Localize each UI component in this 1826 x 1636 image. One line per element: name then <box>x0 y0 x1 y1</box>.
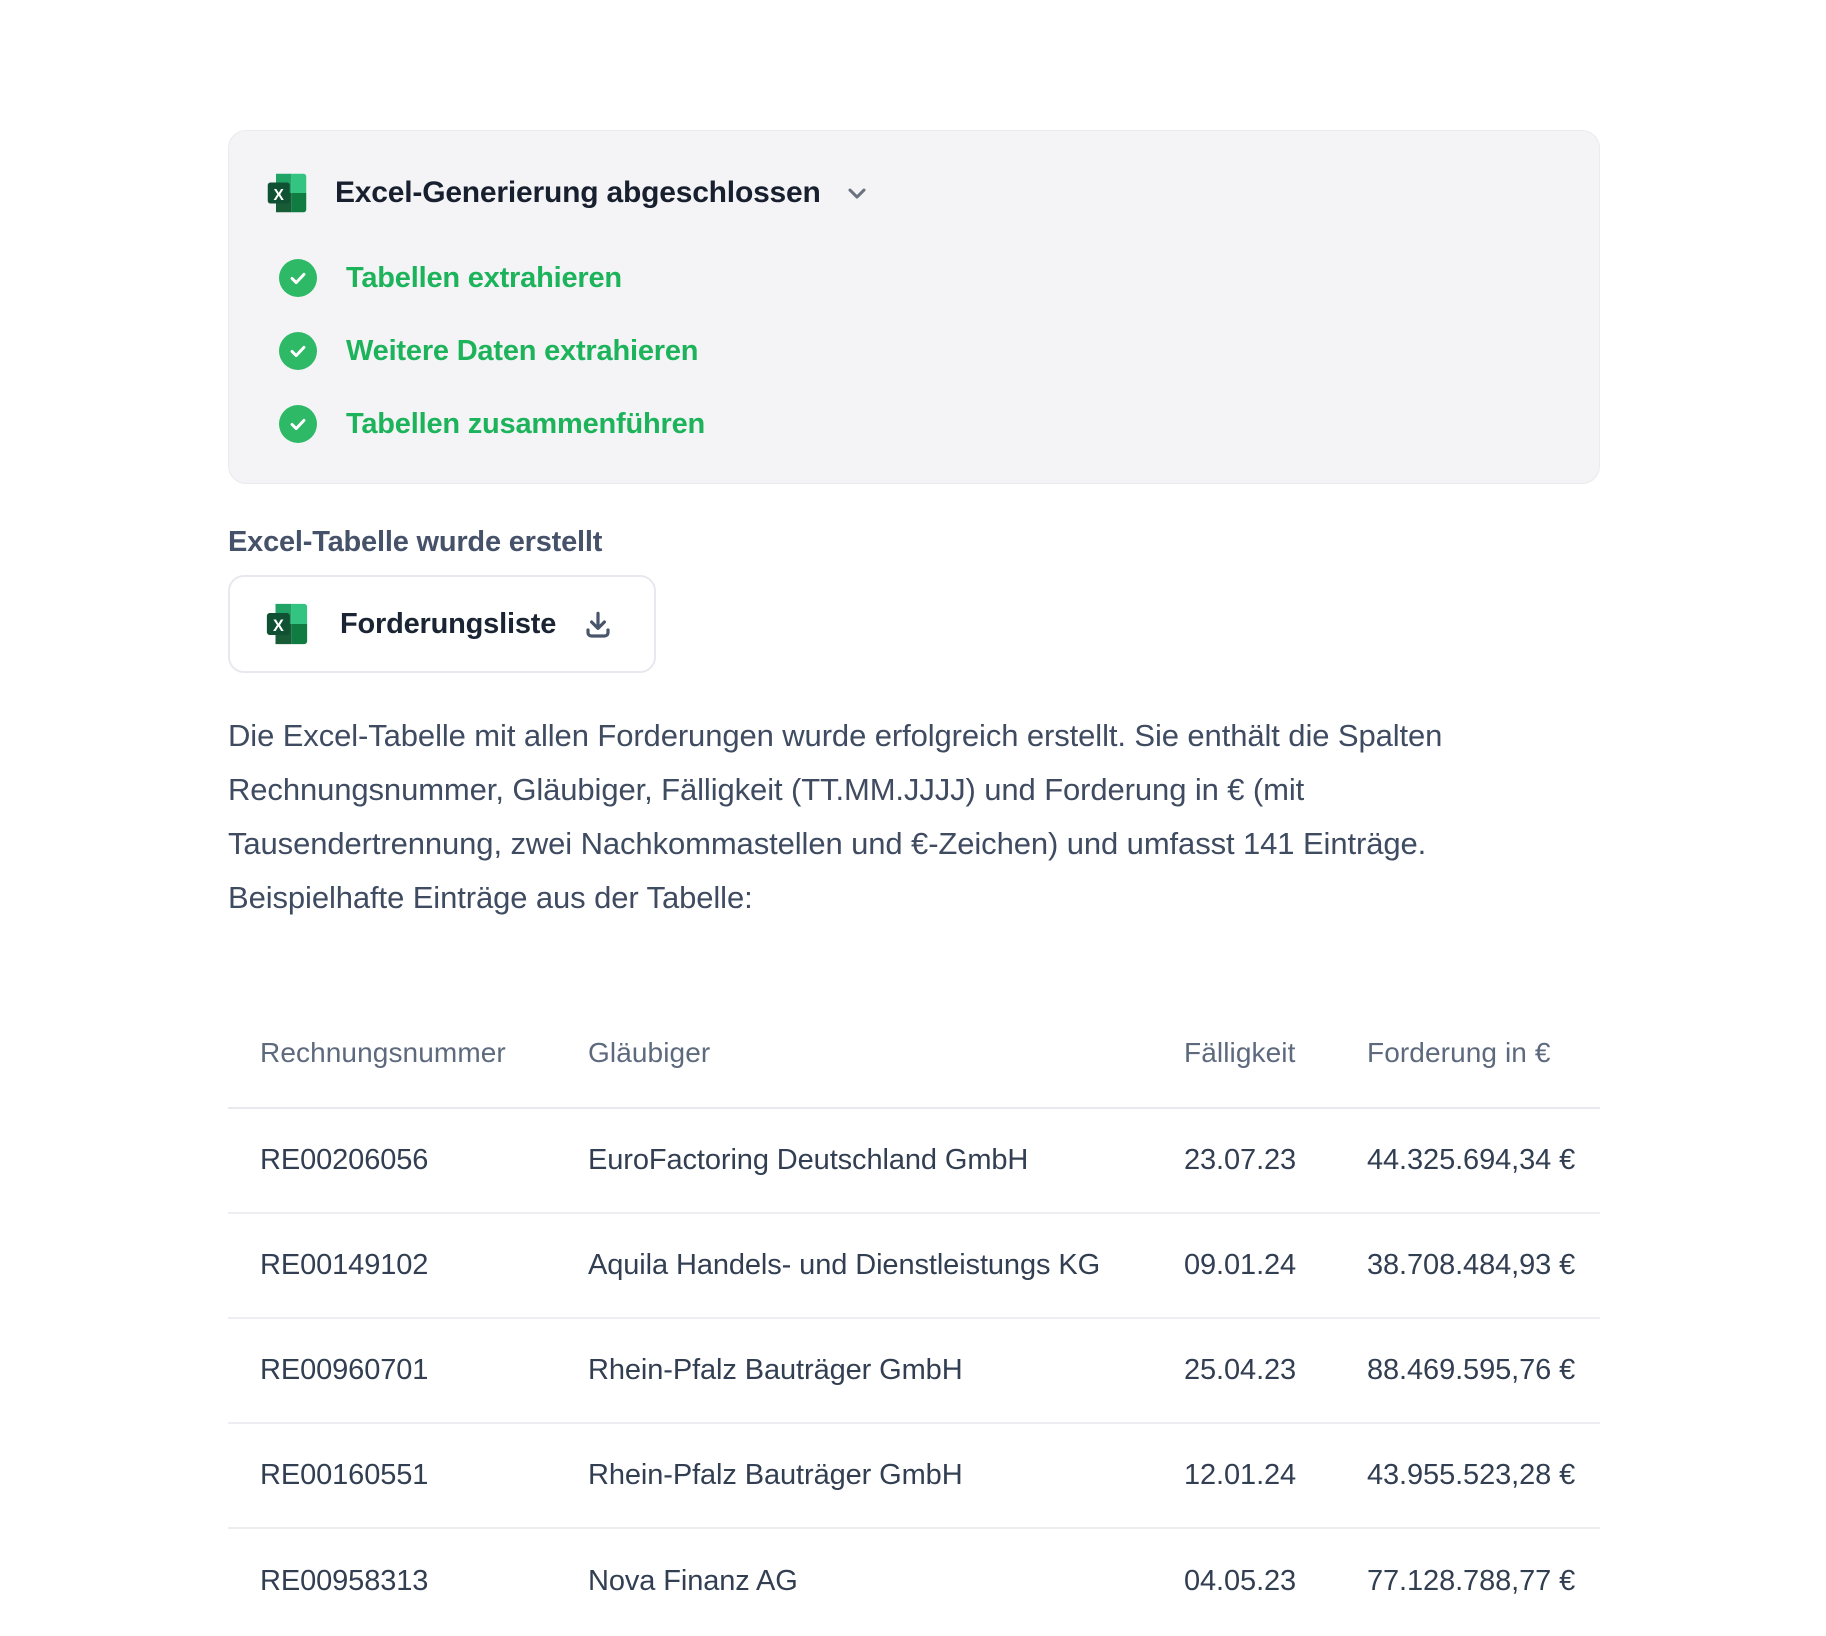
check-circle-icon <box>279 259 317 297</box>
status-card-header[interactable] <box>265 171 1563 215</box>
cell-forderung: 44.325.694,34 € <box>1367 1108 1600 1213</box>
cell-rechnungsnummer: RE00160551 <box>228 1423 588 1528</box>
cell-glaeubiger: Aquila Handels- und Dienstleistungs KG <box>588 1213 1184 1318</box>
cell-glaeubiger: Nova Finanz AG <box>588 1564 798 1597</box>
column-header-glaeubiger: Gläubiger <box>588 1037 1184 1108</box>
table-row <box>228 1213 1600 1318</box>
result-description: Die Excel-Tabelle mit allen Forderungen wurde erfolgreich erstellt. Sie enthält die Spalten Rechnungsnummer, Gläubiger, Fälligkeit (TT.MM.JJJJ) und Forderung in € (mit Tausendertrennung, zwei Nachkommastellen und €-Zeichen) und umfasst 141 Einträge. Beispielhafte Einträge aus der Tabelle: <box>228 718 1443 915</box>
chevron-down-icon[interactable] <box>843 179 871 207</box>
cell-rechnungsnummer: RE00149102 <box>228 1213 588 1318</box>
status-step <box>279 405 1563 443</box>
excel-file-download-card[interactable] <box>228 575 656 673</box>
cell-faelligkeit: 09.01.24 <box>1184 1213 1367 1318</box>
cell-rechnungsnummer: RE00960701 <box>228 1318 588 1423</box>
table-header-row <box>228 1037 1600 1108</box>
table-row <box>228 1423 1600 1528</box>
status-step-label: Weitere Daten extrahieren <box>346 334 699 367</box>
cell-faelligkeit: 23.07.23 <box>1184 1108 1367 1213</box>
file-name-label: Forderungsliste <box>340 607 557 640</box>
cell-forderung: 38.708.484,93 € <box>1367 1213 1600 1318</box>
cell-glaeubiger: EuroFactoring Deutschland GmbH <box>588 1108 1184 1213</box>
cell-rechnungsnummer: RE00206056 <box>228 1108 588 1213</box>
status-step-list <box>279 259 1563 443</box>
cell-glaeubiger: Rhein-Pfalz Bauträger GmbH <box>588 1423 1184 1528</box>
column-header-forderung: Forderung in € <box>1367 1037 1600 1108</box>
file-created-heading: Excel-Tabelle wurde erstellt <box>228 526 603 558</box>
cell-faelligkeit: 12.01.24 <box>1184 1423 1367 1528</box>
excel-icon <box>265 171 309 215</box>
check-circle-icon <box>279 332 317 370</box>
cell-forderung: 77.128.788,77 € <box>1367 1564 1576 1597</box>
status-step <box>279 332 1563 370</box>
excel-icon <box>264 601 310 647</box>
cell-forderung: 88.469.595,76 € <box>1367 1318 1600 1423</box>
table-row <box>228 1528 1600 1633</box>
table-row <box>228 1108 1600 1213</box>
status-step <box>279 259 1563 297</box>
excel-generation-status-card <box>228 130 1600 484</box>
status-step-label: Tabellen zusammenführen <box>346 407 706 440</box>
cell-forderung: 43.955.523,28 € <box>1367 1423 1600 1528</box>
cell-glaeubiger: Rhein-Pfalz Bauträger GmbH <box>588 1318 1184 1423</box>
column-header-faelligkeit: Fälligkeit <box>1184 1037 1367 1108</box>
download-icon[interactable] <box>582 608 614 640</box>
cell-faelligkeit: 25.04.23 <box>1184 1318 1367 1423</box>
column-header-rechnungsnummer: Rechnungsnummer <box>228 1037 588 1108</box>
table-row <box>228 1318 1600 1423</box>
status-card-title: Excel-Generierung abgeschlossen <box>335 176 821 209</box>
check-circle-icon <box>279 405 317 443</box>
cell-rechnungsnummer: RE00958313 <box>260 1564 429 1597</box>
cell-faelligkeit: 04.05.23 <box>1184 1564 1297 1597</box>
message-content <box>228 130 1600 1633</box>
sample-entries-table <box>228 1037 1600 1633</box>
status-step-label: Tabellen extrahieren <box>346 261 622 294</box>
